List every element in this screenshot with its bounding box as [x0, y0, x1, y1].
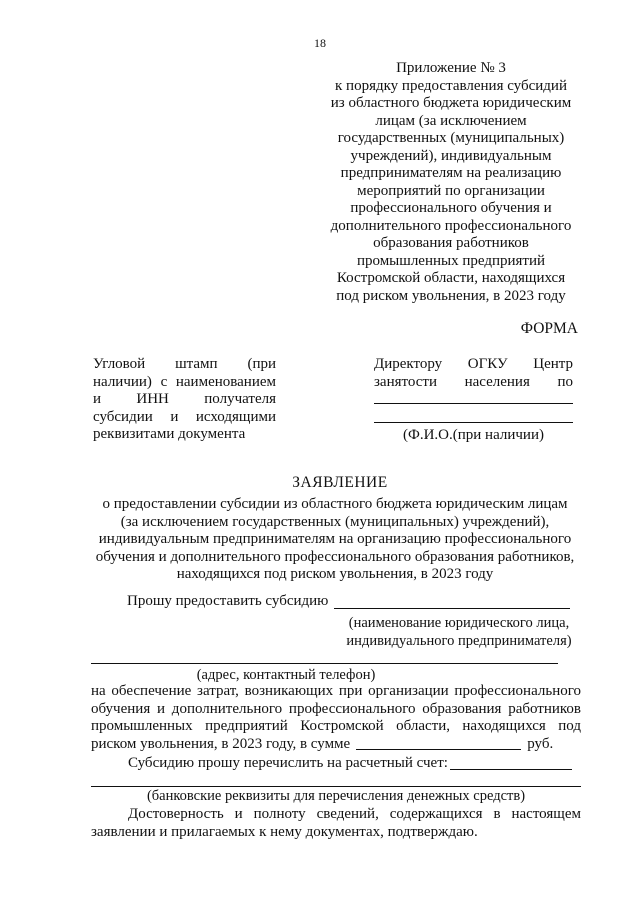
entity-caption: [334, 615, 584, 650]
appendix-line: мероприятий по организации: [357, 182, 545, 199]
confirm-line: Достоверность и полноту сведений, содержащихся в настоящем: [128, 806, 581, 822]
entity-name-blank[interactable]: [334, 608, 570, 609]
addressee-blank-line[interactable]: [374, 403, 573, 404]
subtitle-line: обучения и дополнительного профессионального образования работников,: [95, 548, 575, 565]
appendix-line: предпринимателям на реализацию: [340, 165, 562, 181]
sum-prefix: риском увольнения, в 2023 году, в сумме: [91, 735, 351, 752]
bank-details-blank[interactable]: [91, 786, 581, 787]
subtitle-line: (за исключением государственных (муниципальных) учреждений),: [120, 513, 550, 530]
fio-blank-line[interactable]: [374, 422, 573, 423]
appendix-line: Костромской области, находящихся: [336, 270, 566, 286]
stamp-line: реквизитами документа: [93, 426, 246, 442]
document-subtitle: [90, 496, 580, 584]
addressee-line: Директору ОГКУ Центр: [374, 356, 573, 372]
subtitle-line: индивидуальным предпринимателям на организацию профессионального: [98, 531, 572, 547]
stamp-line: и ИНН получателя: [93, 391, 276, 407]
appendix-line: образования работников: [373, 235, 529, 251]
stamp-line: субсидии и исходящими: [93, 408, 276, 425]
appendix-line: лицам (за исключением: [375, 112, 527, 129]
entity-caption-line: индивидуального предпринимателя): [346, 632, 572, 649]
appendix-line: учреждений), индивидуальным: [350, 147, 552, 164]
appendix-line: к порядку предоставления субсидий: [335, 77, 567, 94]
confirm-line: заявлении и прилагаемых к нему документах, подтверждаю.: [91, 823, 478, 840]
addressee-block: [374, 356, 573, 445]
confirmation-paragraph: [91, 806, 581, 841]
appendix-line: под риском увольнения, в 2023 году: [336, 287, 566, 304]
fio-caption: (Ф.И.О.(при наличии): [403, 427, 544, 443]
account-row: [128, 755, 572, 773]
appendix-line: промышленных предприятий: [356, 252, 546, 269]
page-number: 18: [314, 36, 326, 50]
address-blank[interactable]: [91, 663, 558, 664]
appendix-line: профессионального обучения и: [350, 200, 552, 216]
subtitle-line: находящихся под риском увольнения, в 2023 году: [176, 566, 494, 582]
sum-blank[interactable]: [356, 749, 521, 750]
stamp-line: наличии) с наименованием: [93, 373, 276, 390]
account-blank[interactable]: [450, 769, 572, 770]
appendix-line: Приложение № 3: [396, 60, 506, 76]
appendix-header: [318, 60, 584, 305]
subtitle-line: о предоставлении субсидии из областного бюджета юридическим лицам: [102, 496, 568, 512]
purpose-paragraph: [91, 683, 581, 753]
purpose-line: промышленных предприятий Костромской области, находящихся под: [91, 718, 581, 734]
account-label: Субсидию прошу перечислить на расчетный счет:: [128, 755, 448, 771]
bank-caption: (банковские реквизиты для перечисления денежных средств): [146, 788, 526, 804]
entity-caption-line: (наименование юридического лица,: [348, 615, 570, 631]
sum-suffix: руб.: [527, 735, 554, 752]
form-label: ФОРМА: [520, 320, 578, 337]
address-caption: (адрес, контактный телефон): [196, 667, 376, 683]
document-title: ЗАЯВЛЕНИЕ: [292, 474, 388, 491]
appendix-line: государственных (муниципальных): [337, 130, 565, 146]
purpose-line: на обеспечение затрат, возникающих при организации профессионального: [91, 683, 581, 699]
addressee-line: занятости населения по: [374, 373, 573, 390]
request-label: Прошу предоставить субсидию: [127, 593, 329, 609]
appendix-line: из областного бюджета юридическим: [330, 95, 572, 111]
corner-stamp-block: [93, 356, 276, 444]
stamp-line: Угловой штамп (при: [93, 356, 276, 372]
sum-row: [91, 736, 581, 754]
appendix-line: дополнительного профессионального: [330, 217, 572, 234]
purpose-line: обучения и дополнительного профессионального образования работников: [91, 700, 581, 717]
